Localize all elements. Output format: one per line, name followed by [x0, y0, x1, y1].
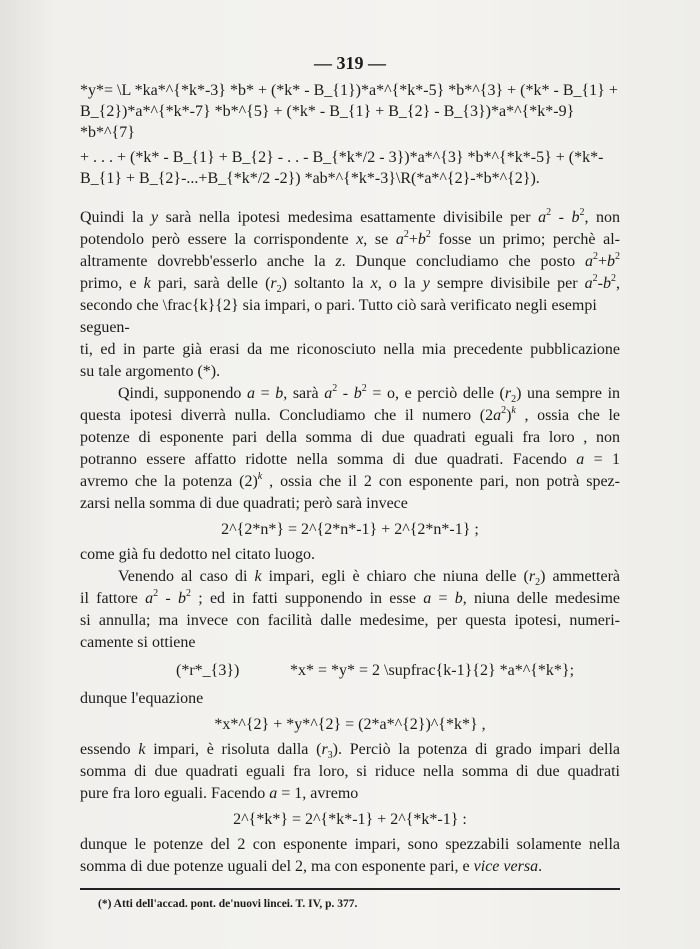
paragraph-2-line: potenze di esponente pari della somma di due quadrati eguali fra loro , non [80, 429, 620, 446]
paragraph-4-line: essendo k impari, è risoluta dalla $(r_3)$. Perciò la potenza di grado impari della [80, 741, 621, 761]
paragraph-5-line: somma di due potenze uguali del 2, ma con esponente pari, e vice versa. [80, 858, 543, 875]
paragraph-3-line: camente si ottiene [80, 634, 196, 651]
spacer [80, 193, 620, 207]
equation-sum: *x*^{2} + *y*^{2} = (2*a*^{2})^{*k*} , [214, 716, 486, 733]
paragraph-4-line: pure fra loro eguali. Facendo a = 1, avremo [80, 785, 359, 802]
equation-r3: *x* = *y* = 2 \supfrac{k-1}{2} *a*^{*k*}; [290, 662, 575, 679]
equation-r3-label: (*r*_{3}) [176, 662, 240, 679]
paragraph-1-line: primo, e k pari, sarà delle $(r_2)$ soltanto la x, o la y sempre divisibile per $a^2-b^2$, [80, 273, 620, 295]
paragraph-2-end: come già fu dedotto nel citato luogo. [80, 546, 316, 563]
paragraph-2-line: zarsi nella somma di due quadrati; però sarà invece [80, 495, 408, 512]
equation-y-line-2: + . . . + (*k* - B_{1} + B_{2} - . . - B_{*k*/2 - 3})*a*^{3} *b*^{*k*-5} + (*k*-B_{1} + B_{2}-...+B_{*k*/2 -2}) *ab*^{*k*-3}\R(*a*^{2}-*b*^{2}). [80, 149, 604, 187]
equation-y-line-1: *y*= \L *ka*^{*k*-3} *b* + (*k* - B_{1})*a*^{*k*-5} *b*^{3} + (*k* - B_{1} + B_{2})*a*^{*k*-7} *b*^{5} + (*k* - B_{1} + B_{2} - B_{3})*a*^{*k*-9} *b*^{7} [80, 82, 618, 141]
paragraph-3-line: il fattore $a^2 - b^2$ ; ed in fatti supponendo in esse a = b, niuna delle medesime [80, 588, 621, 607]
paragraph-1-line: su tale argomento (*). [80, 363, 221, 380]
paragraph-1-line: ti, ed in parte già erasi da me riconosciuto nella mia precedente pubblicazione [80, 341, 620, 358]
paragraph-2-line: Qindi, supponendo a = b, sarà $a^2 - b^2 = o$, e perciò delle $(r_2)$ una sempre in [118, 383, 621, 405]
paragraph-1-line: Quindi la y sarà nella ipotesi medesima esattamente divisibile per $a^2 - b^2$, non [80, 207, 621, 226]
paragraph-5-line: dunque le potenze del 2 con esponente impari, sono spezzabili solamente nella [80, 836, 620, 853]
paragraph-2-line: avremo che la potenza $(2)^k$ , ossia che il 2 con esponente pari, non potrà spez- [80, 471, 620, 490]
paragraph-4-line: somma di due quadrati eguali fra loro, si riduce nella somma di due quadrati [80, 763, 620, 780]
paragraph-2-line: potranno essere affatto ridotte nella somma di due quadrati. Facendo a = 1 [80, 451, 621, 468]
equation-2n: 2^{2*n*} = 2^{2*n*-1} + 2^{2*n*-1} ; [221, 521, 479, 538]
line-dunque: dunque l'equazione [80, 690, 204, 707]
text-column [80, 52, 620, 910]
paragraph-1-line: secondo che \frac{k}{2} sia impari, o pari. Tutto ciò sarà verificato negli esempi seguen- [80, 297, 597, 336]
paragraph-1-line: altramente dovrebb'esserlo anche la z. Dunque concludiamo che posto $a^2+b^2$ [80, 251, 620, 270]
equation-r3-row [80, 660, 620, 682]
page-number: — 319 — [314, 53, 386, 73]
footnote: (*) Atti dell'accad. pont. de'nuovi lincei. T. IV, p. 377. [98, 898, 358, 910]
footnote-divider [80, 888, 620, 890]
paragraph-3-line: si annulla; ma invece con facilità dalle medesime, per questa ipotesi, numeri- [80, 612, 620, 629]
paragraph-2-line: questa ipotesi diverrà nulla. Concludiamo che il numero $(2a^2)^k$ , ossia che le [80, 405, 620, 424]
paragraph-3-line: Venendo al caso di k impari, egli è chiaro che niuna delle $(r_2)$ ammetterà [118, 568, 620, 588]
equation-2k: 2^{*k*} = 2^{*k*-1} + 2^{*k*-1} : [233, 811, 467, 828]
paragraph-1-line: potendolo però essere la corrispondente x, se $a^2+b^2$ fosse un primo; perchè al- [80, 229, 620, 248]
